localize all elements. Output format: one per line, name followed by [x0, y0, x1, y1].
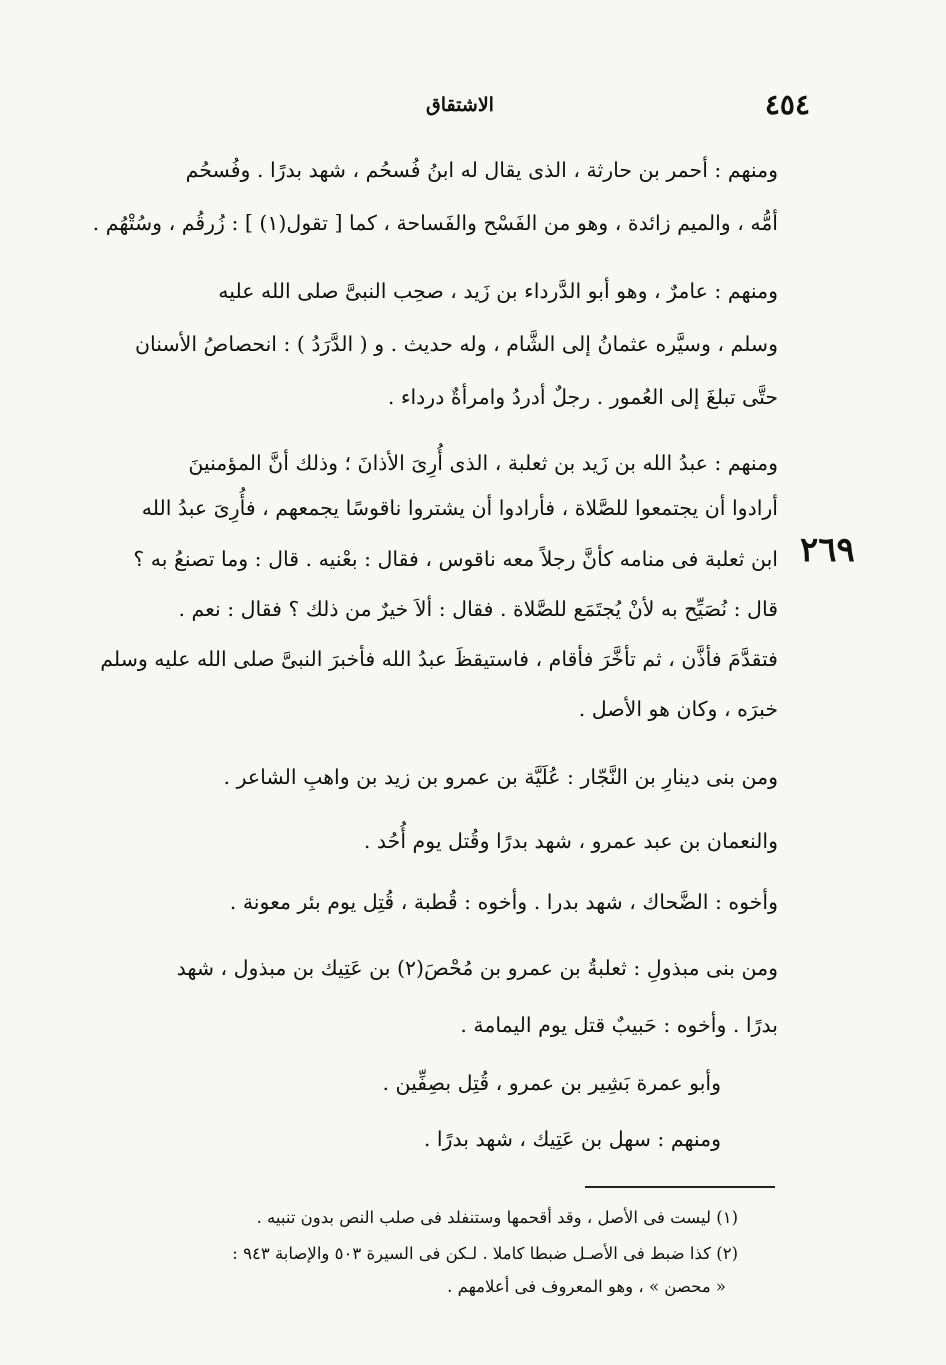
text-line: ابن ثعلبة فى منامه كأنَّ رجلاً معه ناقوس ، فقال : بعْنيه . قال : وما تصنعُ به ؟: [133, 547, 778, 571]
text-line: وأبو عمرة بَشِير بن عمرو ، قُتِل بصِفِّين .: [382, 1071, 721, 1095]
text-line: خبرَه ، وكان هو الأصل .: [578, 697, 778, 721]
text-line: أرادوا أن يجتمعوا للصَّلاة ، فأرادوا أن يشتروا ناقوسًا يجمعهم ، فأُرِىَ عبدُ الله: [141, 496, 778, 520]
page-number: ٤٥٤: [764, 88, 810, 121]
margin-number: ٢٦٩: [800, 530, 855, 570]
footnote: « محصن » ، وهو المعروف فى أعلامهم .: [447, 1277, 726, 1296]
text-line: ومنهم : أحمر بن حارثة ، الذى يقال له ابنُ فُسحُم ، شهد بدرًا . وفُسحُم: [185, 158, 778, 182]
page-header: [110, 88, 810, 128]
text-line: والنعمان بن عبد عمرو ، شهد بدرًا وقُتل يوم أُحُد .: [363, 829, 778, 853]
text-line: وسلم ، وسيَّره عثمانُ إلى الشَّام ، وله حديث . و ( الدَّرَدُ ) : انحصاصُ الأسنان: [134, 332, 778, 356]
text-line: حتَّى تبلغَ إلى العُمور . رجلٌ أدردُ وامرأةٌ درداء .: [387, 385, 778, 409]
text-line: بدرًا . وأخوه : حَبيبٌ قتل يوم اليمامة .: [460, 1013, 778, 1037]
footnote: (٢) كذا ضبط فى الأصـل ضبطا كاملا . لـكن فى السيرة ٥٠٣ والإصابة ٩٤٣ :: [232, 1244, 738, 1263]
text-line: فتقدَّمَ فأذَّن ، ثم تأخَّرَ فأقام ، فاستيقظَ عبدُ الله فأخبرَ النبىَّ صلى الله عليه وسلم: [100, 647, 778, 671]
text-line: ومنهم : عبدُ الله بن زَيد بن ثعلبة ، الذى أُرِىَ الأذانَ ؛ وذلك أنَّ المؤمنينَ: [188, 451, 778, 475]
text-line: ومن بنى دينارِ بن النَّجّار : عُلَيَّة بن عمرو بن زيد بن واهبِ الشاعر .: [223, 765, 778, 789]
footnote: (١) ليست فى الأصل ، وقد أقحمها وستنفلد فى صلب النص بدون تنبيه .: [256, 1208, 738, 1227]
text-line: أمُّه ، والميم زائدة ، وهو من الفَسْح والفَساحة ، كما [ تقول(١) ] : زُرقُم ، وسُتْهُم .: [92, 211, 778, 235]
running-title: الاشتقاق: [426, 94, 494, 116]
text-line: قال : نُصَيِّح به لأنْ يُجتَمَع للصَّلاة . فقال : ألاَ خيرٌ من ذلك ؟ فقال : نعم .: [178, 597, 778, 621]
text-line: وأخوه : الضَّحاك ، شهد بدرا . وأخوه : قُطبة ، قُتِل يوم بئر معونة .: [229, 890, 778, 914]
footnote-rule: [585, 1186, 775, 1188]
text-line: ومنهم : عامرٌ ، وهو أبو الدَّرداء بن زَيد ، صحِب النبىَّ صلى الله عليه: [218, 279, 778, 303]
text-line: ومن بنى مبذولِ : ثعلبةُ بن عمرو بن مُحْصَ(٢) بن عَتِيك بن مبذول ، شهد: [176, 956, 778, 980]
text-line: ومنهم : سهل بن عَتِيك ، شهد بدرًا .: [423, 1127, 721, 1151]
